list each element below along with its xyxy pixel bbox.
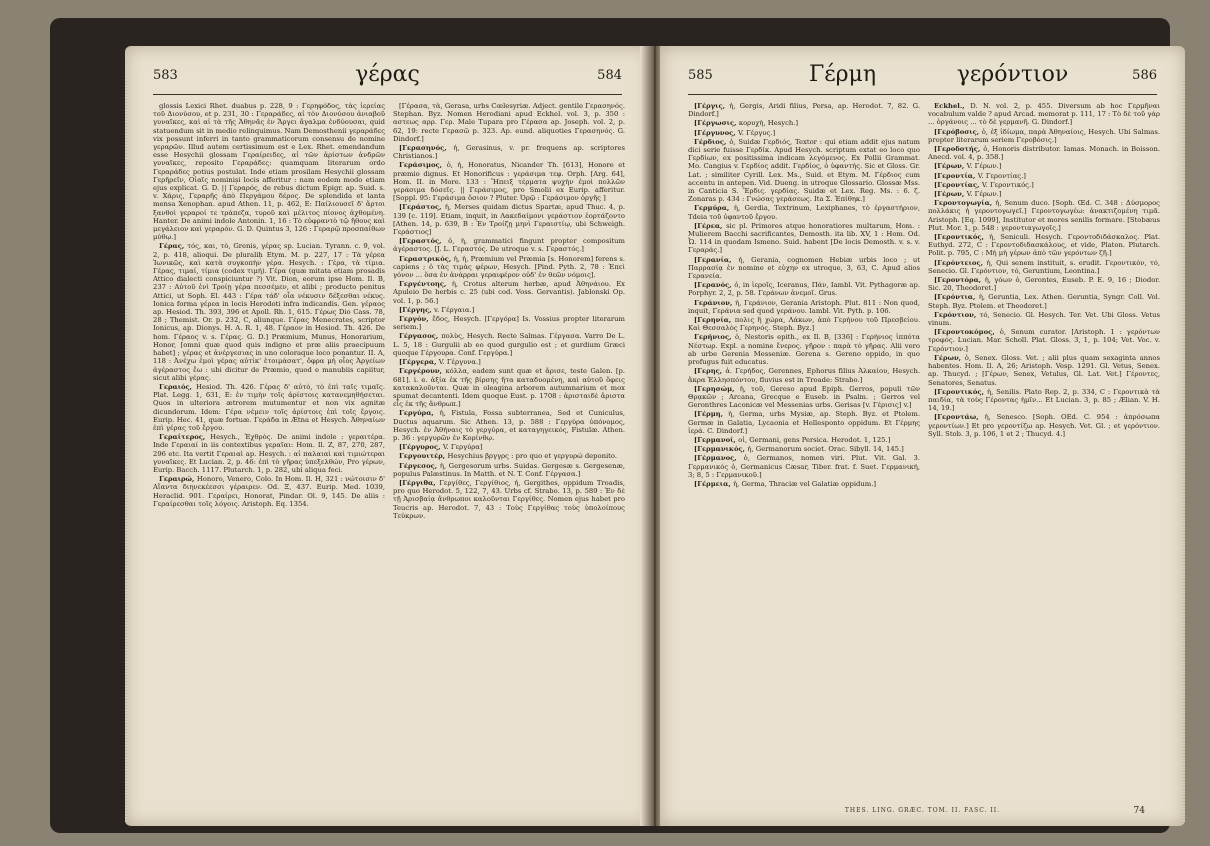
dictionary-entry	[928, 190, 1160, 198]
entry-headword: Γεργέντοης,	[399, 280, 452, 289]
dictionary-entry	[688, 129, 920, 137]
entry-text: τό, Senecio. Gl. Hesych. Ter. Vet. Ubi Gloss. Vetus vinum.	[928, 310, 1160, 328]
dictionary-entry	[688, 385, 920, 410]
entry-text: πολις ἢ χώρα, Λάκων, ἀπὸ Γερήνου τοῦ Πρεσβείου. Καὶ Θεσσαλὸς Γερηνός. Steph. Byz.]	[688, 316, 920, 333]
entry-headword: Γεργόν,	[399, 315, 433, 324]
dictionary-entry	[928, 199, 1160, 232]
entry-headword: Γεραιρώ,	[159, 475, 197, 484]
entry-headword: Γερόντιον,	[934, 310, 980, 319]
dictionary-entry	[393, 462, 625, 478]
dictionary-entry	[393, 479, 625, 520]
entry-headword: Γεργύρα,	[399, 409, 440, 418]
entry-text: ἡ, ἡ, Præmium vel Præmia [s. Honorem] ferens s. capiens ; ὁ τὰς τιμὰς φέρων, Hesych. [Pind. Pyth. 2, 78 : Ἐπεὶ γόνον ... ὅσα ἐν ἀνάρραι γεραιφέρον οὐδ' ἐν θεῶν νόμοις].	[393, 254, 625, 280]
dictionary-entry	[928, 233, 1160, 258]
dictionary-entry	[393, 203, 625, 236]
dictionary-entry	[393, 144, 625, 160]
entry-headword: [Γέργυνος,	[694, 128, 739, 137]
entry-headword: [Γέργωσις,	[694, 119, 739, 128]
dictionary-entry	[393, 367, 625, 408]
entry-text: ὁ, in ἱεροῖς, Iceranus, Πάν, Iambl. Vit. Pythagoræ ap. Porphyr. 2, 2, p. 58. Γεράνων ἀνεμοῖ. Grus.	[688, 281, 920, 298]
entry-headword: [Γερανία,	[694, 255, 739, 264]
dictionary-entry	[928, 102, 1160, 127]
dictionary-entry	[928, 145, 1160, 161]
left-column-number: 584	[597, 68, 622, 83]
entry-headword: Γεράνιον,	[694, 298, 736, 307]
entry-text: Hesychius βργγρς : pro quo et γεργυρώ deponito.	[447, 452, 618, 461]
entry-headword: Γέρδιος,	[694, 137, 730, 146]
entry-text: ἡ, Γεράνιον, Gerania Aristoph. Plut. 811 : Non quod, inquit, Γεράνια sed quod γεράνου. Iambl. Vit. Pyth. p. 106.	[688, 298, 920, 315]
entry-text: ὁ, Suidæ Γερδιός, Textor : qui etiam addit ejus natum dici serie fuisse Γερδίκ. Apud Hesych. scriptum extat eo loco quo Γερδίων, ex positissima indicam λεγόμενος. Ex Pollii Grammat. Mo. Cangius v. Γερδίος addit. Γερδίος, ὁ ὑφαντής. Sic et Gloss. Gr. Lat. ; similiter Cyrill. Lex. Ms., Suid. et Etym. M. Γέρδιος cum accentu in antepen. Vid. Dueng. in utroque Glossario. Glossæ Mss. in Canticia S. Ἔρδις. γερδίας. Suidæ et Lex. Reg. Ms. : 6. ζ. Zonaras p. 434 : Γνώσας γεράσεως. Ita Σ. Ἐπίθηκ.]	[688, 137, 920, 204]
entry-text: ἡ, Germanorum societ. Orac. Sibyll. 14, 145.]	[747, 445, 904, 454]
right-page	[660, 46, 1185, 826]
dictionary-entry	[393, 306, 625, 314]
entry-text: Hesiod. Th. 426. Γέρας δ' αὐτὸ, τὸ ἐπὶ ταῖς τιμαῖς. Plat. Legg. 1, 631, E: ἐν τιμὴν τοῖς ἀρίστοις κατανεμηθήσεται. Quos in ulteriora ætrorem mutumentur et non vix agnitæ dicundorum. Idem: Γέρα νέμειν τοῖς ἀρίστοις ἐπὶ τοῖς ἔργοις. Eurip. Hec. 41, quæ fortuæ. Γεράδα in Ætna et Hesych. Ἀθηναίων ἐπὶ γέρας τοῦ ἔργου.	[153, 382, 385, 432]
left-page-number: 583	[153, 68, 178, 83]
dictionary-entry	[928, 328, 1160, 353]
dictionary-entry	[928, 311, 1160, 327]
signature-number: 74	[1133, 806, 1145, 816]
entry-text: ἡ, Crotus alterum herbæ, apud Ἀθηνάιου. Ex Apuleio De herbis c. 25 (ubi cod. Voss. Gervantis). Jablonski Op. vol. 1, p. 56.]	[393, 280, 625, 305]
entry-text: ὁ, ἡ, grammatici fingunt propter compositum ἀγέραστος. [J. L. Γεραστός. De utroque v. s. Γεραστός.]	[393, 237, 625, 254]
entry-headword: [Γερησώμ,	[694, 384, 740, 393]
entry-text: ἡ, Senilis. Plato Rep. 2, p. 334, C : Γεροντικὰ τὰ παιδία, τὰ τοὺς Γέροντας ἡμῖν... Et Lucian. 3, p. 85 ; Ælian. V. H. 14, 19.]	[928, 387, 1160, 413]
entry-headword: Γεραιός,	[159, 382, 196, 391]
entry-headword: [Γερόντια,	[934, 293, 979, 302]
signature-footer: THES. LING. GRÆC. TOM. II. FASC. II.	[844, 807, 1001, 814]
entry-headword: Γέργασος,	[399, 332, 442, 341]
entry-text: ἡ, Gergesorum urbs. Suidas. Gergesæ s. Gergesenæ, populus Palæstinus. In Matth. et N. T. Conf. Γέργασα.]	[393, 461, 625, 478]
dictionary-entry	[393, 255, 625, 280]
right-page-edge	[1183, 76, 1185, 826]
entry-text: ἡ, Qui senem instituit, s. erudit. Γεροντικόν, τό, Senecio. Gl. Γερόντιον, τό, Geruntium, Leontina.]	[928, 258, 1160, 275]
entry-text: ἡ, Senum duco. [Soph. Œd. C. 348 : Δύσμορος πολλάκις ἡ γεροντογωγεῖ.] Γεροντογωγέω: ἀνακτιζομένη τιμᾶ. Aristoph. [Eq. 1099], Institutor et mores senilis formare. [Stobæus Plut. Mor. 1, p. 548 : γεροντιαγωγοῖς.]	[928, 199, 1160, 232]
entry-text: Γεργίθες, Γεργίθιος, ἡ, Gergithes, oppidum Troadis, pro quo Herodot. 5, 122, 7, 43. Urbs cf. Strabo. 13, p. 589 : Ἐν δὲ τῇ Ἀρισβαίᾳ ἄνθρωποι καλοῦνται Γεργίθες. Nomen ejus habet pro Teucris ap. Herodot. 7, 43 : Τοὺς Γεργίθας τοὺς ὑπολοίπους Τεύκρων.	[393, 478, 625, 520]
dictionary-entry	[688, 102, 920, 118]
dictionary-entry	[688, 480, 920, 488]
entry-text: ἡ, Senesco. [Soph. OEd. C. 954 : ἀπρόσωπα γεροντίων.] Et pro γεροντίζω ap. Hesych. Vet. Gl. ; et γερόντιον. Syll. Stob. 3, p. 106, 1 et 2 ; Thucyd. 4.]	[928, 413, 1160, 438]
dictionary-entry	[688, 410, 920, 435]
entry-text: ἡ, Gerdia, Textrinum, Lexiphanes, τὸ ἐργαστήριον, Tdeia τοῦ ὑφαντοῦ ἔργου.	[688, 204, 920, 221]
left-running-head	[153, 64, 622, 90]
entry-text: ἀ. Γερήδος, Gerennes, Ephorus filius Ἀλκαίου, Hesych. ἄκρα Ἑλλησπόντου, fluvius est in Troade: Strabo.]	[688, 367, 920, 384]
entry-text: V. Γέργυς.]	[738, 128, 776, 137]
dictionary-entry	[393, 237, 625, 253]
dictionary-entry	[393, 315, 625, 331]
right-column-number: 585	[688, 68, 713, 83]
entry-text: ὁ, Senum curator. [Aristoph. 1 : γερόντων τροφός. Lucian. Mar. Scholl. Plat. Gloss. 3, 1, p. 104; Vet. Voc. v. Γερόντιον.]	[928, 328, 1160, 353]
entry-text: οἱ, Germani, gens Persica. Herodot. 1, 125.]	[738, 435, 891, 444]
dictionary-entry	[928, 276, 1160, 292]
entry-headword: [Γερμανοί,	[694, 435, 739, 444]
entry-text: ὁ, ἐξ ἰδίωμα, παρὰ Ἀθηναίοις, Hesych. Ubi Salmas. propter literarum seriem Γεροβόσις.]	[928, 127, 1160, 144]
entry-text: V. Γέργυνα.]	[438, 358, 481, 367]
entry-text: ἡ, γόων ὁ, Gerontes, Euseb. P. E. 9, 16 ; Diodor. Sic. 20, Theodoret.]	[928, 276, 1160, 293]
entry-text: V. Γεροντικός.]	[981, 180, 1034, 189]
dictionary-entry	[688, 281, 920, 297]
dictionary-entry	[688, 256, 920, 281]
entry-text: ἡ, Gerania, cognomen Hebiæ urbis loco ; ut Παρρασίᾳ ἐν nomine et εὐχην ex utroque, 3, 63, C. Apud alios Γερανεία.	[688, 255, 920, 281]
dictionary-entry	[928, 259, 1160, 275]
entry-headword: Γέρων,	[934, 353, 965, 362]
entry-text: ὁ, Germanos, nomen viri. Plut. Vit. Gal. 3. Γερμανικός ὁ, Germanicus Cæsar, Tiber. frat. f. Suet. Γερμανική, 3; 8, 5 : Γερμανικοῦ.]	[688, 454, 920, 479]
entry-text: v. Γέργαια.]	[434, 305, 475, 314]
dictionary-entry	[928, 293, 1160, 309]
entry-text: ἡ, Germa, Thraciæ vel Galatiæ oppidum.]	[733, 479, 877, 488]
dictionary-entry	[928, 162, 1160, 170]
dictionary-entry	[928, 181, 1160, 189]
entry-text: πολὺς, Hesych. Recte Salmas. Γέργασα. Varro De L. L. 5, 18 : Gurgulii ab eo quod gurgulio est ; et gurdium Græci quoque Γέργουρα. Conf. Γεργύρα.]	[393, 332, 625, 357]
entry-headword: [Γέρεα,	[694, 221, 727, 230]
entry-text: glossis Lexici Rhet. duabus p. 228, 9 : Γερηφόδος, τὰς ἱερείας τοῦ Διονύσου, et p. 231, 30 : Γεραράδες, αἱ τὸν Διονύσου ἀνιαβοῦ γυναῖκες, καὶ αἱ τὰ τῆς Ἀθηνᾶς ἐν Ἄργει ἄγαλμα ἐνδύουσαι, quid statuendum sit in medio relinquimus. Nam Demosthenii γεραράδες vix possunt inferri in tanto grammaticorum consensu de nomine γεραρῶν. Illud autem certissimum est e Lex. Rhet. emendandum esse Hesychii glossam Γεραίρειδες, αἱ τῶν ἀρίστων ἀνδρῶν γυναῖκες, reposito Γεραράδες: quamquam literarum ordo Γεραράδες potius postulat. Inde etiam prosilam Hesychii glossam Γερῆρεῖν, Οἰαῖς nominiṣi locis afferitur : nam eodem modo etiam ejus explicat. G. D. || Γεραρός, de rebus dictum Epigr. ap. Suid. s. v. Χάρις, Γεραρῆς ἀπὸ Περγάμου δέρος. De splendida et lanta mensa Xenophan. apud Athen. 11, p. 462, E: Παίλιουσεῖ δ' ἄρτοι ξανθοὶ γεραροί τε τράπεζα, τυροῦ καὶ μέλιτος πίονος ἀχθομένη. Hanter. De animi indole Antonin. 1, 16 : Τὸ εὐφραντὸ τῷ ἤθους καὶ μεγάλειον καὶ γεραρόν. G. D. Quintus 3, 126 : Γεραρῷ προσπαίθων μύθῳ.]	[153, 102, 385, 242]
dictionary-entry	[928, 172, 1160, 180]
dictionary-entry	[928, 354, 1160, 387]
entry-headword: [Γεροντοκόμος,	[934, 328, 1000, 337]
entry-headword: [Γεροντικός,	[934, 387, 988, 396]
entry-headword: [Γέρων,	[934, 162, 967, 171]
left-head-rule	[153, 94, 622, 95]
entry-headword: [Γέρμη,	[694, 410, 729, 419]
dictionary-entry	[393, 409, 625, 442]
entry-headword: [Γεροντόρα,	[934, 276, 985, 285]
left-page-edge	[125, 76, 127, 826]
entry-headword: [Γέρμεια,	[694, 479, 734, 488]
left-page	[125, 46, 650, 826]
entry-headword: [Γεροντάω,	[934, 413, 985, 422]
entry-headword: [Γερμανικός,	[694, 445, 748, 454]
entry-text: V. Γέρων.]	[966, 162, 1002, 171]
dictionary-entry	[393, 452, 625, 460]
entry-headword: [Γέργυρος,	[399, 443, 443, 452]
entry-text: ὁ, Nestoris epith., ex Il. B, [336] : Γερήνιος ἱππότα Νέστωρ. Expl. a nomine ἔνερος. γῆρον : παρὰ τὸ γῆρας. Alii vero ab urbe Gerenia Messeniæ. Gerena s. Gereno oppido, in quo profugus fuit educatus.	[688, 333, 920, 367]
entry-headword: [Γερης,	[694, 367, 726, 376]
dictionary-entry	[688, 445, 920, 453]
dictionary-entry	[153, 383, 385, 432]
entry-text: sic pl. Primores atque honoratiores multarum, Hom. : Mulierem Bacchi sacrificantes, Demosth. ita lib. XV, 1 : Hom. Od. Ὦ. 114 in quodam Ismeno. Suid. habent [De locis Demosth. v. s. v. Γεραράς.]	[688, 221, 920, 255]
dictionary-entry	[688, 316, 920, 332]
entry-headword: [Γέργις,	[694, 102, 730, 110]
dictionary-entry	[393, 161, 625, 202]
entry-text: ἡ, Fistula, Fossa subterranea, Sed et Cuniculus, Ductus aquarum. Sic Athen. 13, p. 588 : Γεργύρα ὑπόνομος, Hesych. ἐν Ἀθήναις τὸ γεργύρα, et καταγηγεικός, Fistulæ. Athen. p. 36 : γεργυρῶν ἐν Κορίνθῳ.	[393, 409, 625, 442]
dictionary-entry	[153, 433, 385, 474]
right-headword-2: γερόντιον	[956, 62, 1069, 87]
right-page-number: 586	[1132, 68, 1157, 83]
dictionary-entry	[393, 443, 625, 451]
entry-headword: [Γεροδοτής,	[934, 145, 984, 154]
dictionary-entry	[688, 333, 920, 366]
left-column-1	[153, 102, 385, 796]
dictionary-entry	[688, 299, 920, 315]
dictionary-entry	[928, 413, 1160, 438]
entry-text: ἡ, Merses quidam dictus Spartæ, apud Thuc. 4, p. 139 [c. 119]. Etiam, inquit, in Λακεδαίμονι γεράστιον ἑορτάζοντο [Athen. 14, p. 639, B : Ἐν Τροίζῃ μηνὶ Γεραιστίῳ, ubi Schweigh. Γεράστιος]	[393, 203, 625, 237]
entry-text: ἡ, τοῦ, Gereso apud Epiph. Gerros, populi τῶν Θρᾳκῶν ; Arcana, Grecque e Euseb. in Psalm. ; Gerros vel Geronthres Laconicæ vel Messenias urbs. Gerisas [v. Γέρισις] v.]	[688, 384, 920, 410]
entry-headword: [Γερανός,	[694, 281, 735, 290]
dictionary-entry	[928, 128, 1160, 144]
entry-text: ἡ, Geruntia, Lex. Athen. Geruntia, Syngr. Coll. Vol. Steph. Byz. Ptolem. et Theodoret.]	[928, 293, 1160, 310]
entry-headword: [Γέργιθα,	[399, 478, 440, 487]
dictionary-entry	[153, 242, 385, 381]
entry-headword: Γεργουιτέρ,	[399, 452, 448, 461]
entry-text: Honoro, Venero, Colo. In Hom. Il. H, 321 : νώτοισιν δ' Αἴαντα διηνεκέεσσι γέραιρεν. Od. Ξ, 437. Eurip. Med. 1039, Heraclid. 901. Γεραίρει, Honorat, Pindar. Ol. 9, 145. De aliis : Γεραίρεσθαι τοῖς λόγοις. Aristoph. Eq. 1354.	[153, 475, 385, 508]
entry-headword: Γεροντογωγία,	[934, 199, 996, 208]
dictionary-entry	[393, 280, 625, 305]
dictionary-entry	[688, 367, 920, 383]
dictionary-entry	[688, 204, 920, 220]
entry-text: ὁ, Honoris distributor. Iamas. Monach. in Boisson. Anecd. vol. 4, p. 358.]	[928, 145, 1160, 162]
entry-headword: [Γέργης,	[399, 305, 434, 314]
dictionary-entry	[688, 436, 920, 444]
entry-headword: Eckhel.,	[934, 102, 971, 110]
dictionary-entry	[688, 119, 920, 127]
entry-headword: [Γεροντίας,	[934, 180, 982, 189]
entry-text: κορυχὴ, Hesych.]	[738, 119, 799, 128]
entry-text: ἡ, Germa, urbs Mysiæ, ap. Steph. Byz. et Ptolem. Germæ in Galatia, Lycaonia et Hellesponto oppidum. Et Γέρμης ἱερά. C. Dindorf.]	[688, 410, 920, 435]
right-column-2	[928, 102, 1160, 796]
right-head-rule	[688, 94, 1157, 95]
dictionary-entry	[688, 454, 920, 479]
entry-text: V. Γέρων.]	[966, 190, 1002, 199]
right-running-head	[688, 64, 1157, 90]
entry-headword: Γερήνιος,	[694, 333, 735, 342]
entry-headword: Γέρας,	[159, 242, 188, 251]
entry-headword: [Γέρων,	[934, 190, 967, 199]
left-column-2	[393, 102, 625, 796]
entry-headword: [Γερασηνός,	[399, 144, 454, 153]
entry-headword: [Γέργερα,	[399, 358, 439, 367]
entry-text: Hesych., Ἐχθρὸς. De animi indole : γεραιτέρα. Inde Γεραιαί in iis contextibus γεραῖαι: Hom. Il. Z, 87, 270, 287, 296 etc. Ita vertit Γεραιαὶ ap. Hesych. : αἱ παλαιαὶ καὶ τιμιώτεραι γυναῖκες. Et Lucian. 2, p. 46: ἐπὶ τὸ γῆρας ὑπεξελθών, Pro γέρων, Eurip. Bacch. 1117. Plutarch. 1, p. 282, ubi aliqua feci.	[153, 433, 385, 474]
dictionary-entry	[688, 222, 920, 255]
entry-headword: [Γερόβοσις,	[934, 127, 982, 136]
entry-text: [Γέρασα, τὰ, Gerasa, urbs Cœlesyriæ. Adject. gentile Γερασηνός. Stephan. Byz. Nomen Herodiani apud Eckhel. vol. 3, p. 350 : αστεως αρρ. Γερ. Male Tupara pro Γέρασα ap. Joseph. vol. 2, p. 62, 19: recte Γερασῶ p. 323. Ap. eund. aliquoties Γερασηνός. G. Dindorf.]	[393, 102, 625, 143]
dictionary-entry	[928, 388, 1160, 413]
book-spread	[50, 18, 1170, 833]
entry-headword: [Γερόντειος,	[934, 258, 987, 267]
dictionary-entry	[153, 102, 385, 241]
entry-headword: [Γεροντικός,	[934, 233, 990, 242]
dictionary-entry	[393, 358, 625, 366]
entry-text: τός, και, τὸ, Grenis, γέρας sp. Lucian. Tyrann. c. 9, vol. 2, p. 418, alioqui. De pluraliḥ Etym. M. p. 227, 17 : Τὰ γέρεα Ἰωνικῶς, καὶ κατὰ συγκοπὴν γέρα. Hesych. : Γέρα, τὰ τίμια. Γέρας, τιμαί, τίμια (codex τιμή). Γέρα (quæ mitata etiam prosadis Attico dialecti conspiciuntur ?) Vit. Dion, eorum ipse Hom. Il. B, 237 : Αὐτοῦ ἐνὶ Τροίῃ γέρα πεσσέμεν, et alibi ; producto penitus Attici, ut Soph. El. 443 : Γέρα τάδ' οἷα νέκυσιν δέξεσθαι νέκυς. Ionica forma γέρεα in locis Herodoti infra indicandis. Gen. γέραος ap. Hesiod. Th. 393, 396 et Apoll. Rh. 1, 615. Γέρως Dio Cass. 78, 28 ; Themist. Or. p. 232, C, aliunque. Γέρας Menecrates, scriptor Ionicus, ap. Dionys. H. A. R. 1, 48. Γέραον in Hesiod. Th. 426. De hom. Γέραος v. s. Γέρας. G. D.] Præmium, Munus, Honorarium, Honor, [omni quæ quod quis indigno et præ aliis praecipuum habet] ; γέρας et ἀνέργεσιας in uno coloraque loco ponantur. II. A, 118 : Ἀνέχω ἐμοὶ γέρας αὐτίκ' ἑτοιμάσατ', ὄφρα μὴ οἶος Ἀργείων ἀγέραστος ἔω : ubi dicitur de Præmio, quod e manubiis capiitur, sicut alibi γέρας.	[153, 242, 385, 382]
entry-text: ὁ, ἡ, Honoratus, Nicander Th. [613], Honore et præmio dignus. Et Honorificus : γεράσιμα τεφ. Orph. [Arg. 64], Hom. II. in More. 133 : Ἤπειξ τέρματα ψυχὴν ἐμοὶ πολλῶν γεράσιμα δόσεῖς. || Γεράσιμος, pro Smolii ex Eurip. afferitur. [Soppl. 95: Γεράσιμα ὅσιον ? Pluter. Ὀρῷ : Γεράσιμον ὀργῆς ]	[393, 161, 625, 203]
entry-text: V. Γεροντίας.]	[977, 171, 1026, 180]
entry-headword: Γεραίτερος,	[159, 433, 211, 442]
entry-text: ἡ, Gergis, Aridi filius, Persa, ap. Herodot. 7, 82. G. Dindorf.]	[688, 102, 920, 119]
entry-text: V. Γεργύρα]	[442, 443, 483, 452]
entry-text: κόλλα, eadem sunt quæ et ἄρισε, teste Galen. [p. 681]. i. e. ἀξία ἐκ τῆς βίρσης ἤτα καταδυομένη, καὶ αὐτοῦ ὄφεις κατακαλοῦνται. Quæ in oleagina arborem autumnarium et mox spumat decantenti. Idem quoque Eust. p. 1708 : ἀρισταιδὲ ἄριστα εἶς ἐκ τῆς ἄνθρωπ.]	[393, 367, 625, 409]
left-headword: γέρας	[355, 62, 420, 87]
dictionary-entry	[393, 102, 625, 143]
entry-text: ἔδος, Hesych. [Γεργόρα] Is. Vossius propter literarum seriem.]	[393, 315, 625, 332]
entry-headword: [Γεραστός,	[399, 237, 449, 246]
entry-text: ἡ, Seniculi. Hesych. Γεροντοδιδάσκαλος. Plat. Euthyd. 272, C : Γεροντοδιδασκάλους, et vide, Platon. Plutarch. Polit. p. 795, C : Μὴ μὴ γέρων ἀπὸ τῶν γερόντων ζῆ.]	[928, 233, 1160, 258]
entry-text: D. N. vol. 2, p. 455. Diversum ab hoc Γερμῆναι vocabulum valde ? apud Arcad. memorat p. 111, 17 : Τὸ δὲ τοῦ γάρ ... ὀργάνοις ... τὸ δὲ γερμανῆ. G. Dindorf.]	[928, 102, 1160, 127]
entry-headword: Γεργέρουν,	[399, 367, 446, 376]
entry-headword: Γεράσιμος,	[399, 161, 447, 170]
dictionary-entry	[688, 138, 920, 204]
entry-headword: [Γεράστος,	[399, 203, 445, 212]
entry-headword: Γέργεσος,	[399, 461, 440, 470]
right-headword: Γέρμη	[808, 62, 877, 87]
dictionary-entry	[153, 475, 385, 508]
right-column-1	[688, 102, 920, 796]
entry-headword: [Γέρμανος,	[694, 454, 744, 463]
entry-headword: Γερμύρα,	[694, 204, 734, 213]
entry-headword: [Γερηνία,	[694, 316, 735, 325]
entry-text: ὁ, Senex. Gloss. Vet. ; alii plus quam sexaginta annos habentes. Hom. Il. A, 26; Aristoph. Vesp. 1291. Gl. Vetus, Senex. ap. Thucyd. ; [Γέρων, Senex, Vetulus, Gl. Lat. Vet.] Γέροντες, Senatores, Senatus.	[928, 353, 1160, 387]
entry-text: ἡ, Gerasinus, v. pr. frequens ap. scriptores Christianos.]	[393, 144, 625, 161]
entry-headword: [Γεροντία,	[934, 171, 978, 180]
entry-headword: Γεραστρικός,	[399, 254, 454, 263]
dictionary-entry	[393, 332, 625, 357]
